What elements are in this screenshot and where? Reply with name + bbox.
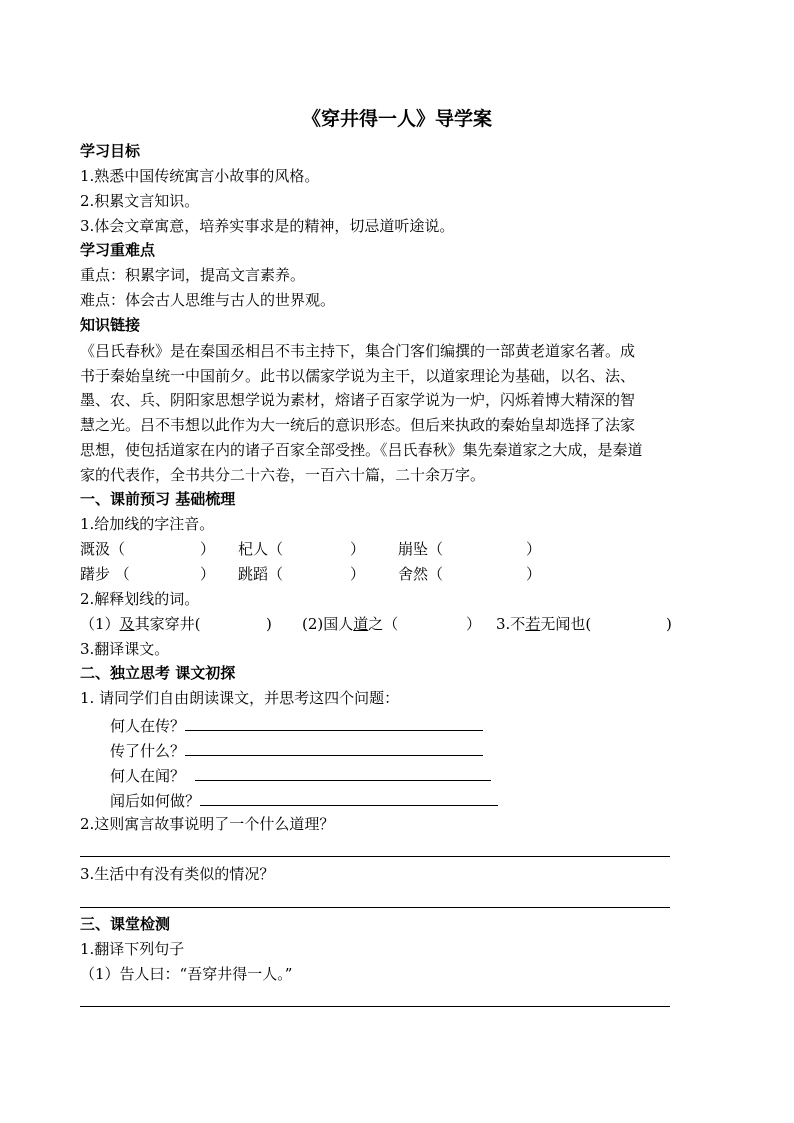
word-prefix: （1） <box>80 615 120 633</box>
section3-question-1: 1.翻译下列句子 <box>80 940 185 958</box>
guide-question <box>110 765 491 786</box>
paragraph-line: 《吕氏春秋》是在秦国丞相吕不韦主持下，集合门客们编撰的一部黄老道家名著。成 <box>80 342 636 360</box>
guide-question-label: 传了什么？ <box>110 742 186 760</box>
word-item-2 <box>302 614 398 634</box>
objectives-heading: 学习目标 <box>80 142 141 160</box>
underlined-word: 道 <box>353 615 369 633</box>
underlined-word: 及 <box>119 615 135 633</box>
section1-question-1: 1.给加线的字注音。 <box>80 515 215 533</box>
pinyin-word: 跳蹈（ <box>238 565 284 583</box>
word-suffix: 其家穿井( <box>134 615 201 633</box>
answer-line[interactable] <box>80 907 670 908</box>
paragraph-line: 家的代表作，全书共分二十六卷，一百六十篇，二十余万字。 <box>80 465 486 484</box>
pinyin-blank-close: ） <box>200 565 216 583</box>
word-suffix: 之（ <box>368 615 399 633</box>
answer-line[interactable] <box>185 740 483 756</box>
pinyin-word: 杞人（ <box>238 540 284 558</box>
difficulty-heading: 学习重难点 <box>80 241 156 259</box>
guide-question <box>110 715 483 736</box>
section1-question-3: 3.翻译课文。 <box>80 640 170 658</box>
word-blank-close: ) <box>666 615 672 633</box>
pinyin-word: 溉汲（ <box>80 540 126 558</box>
pinyin-blank-close: ） <box>526 565 542 583</box>
pinyin-word: 躇步 （ <box>80 565 130 583</box>
paragraph-line: 慧之光。吕不韦想以此作为大一统后的意识形态。但后来执政的秦始皇却选择了法家 <box>80 416 636 435</box>
knowledge-heading: 知识链接 <box>80 316 141 334</box>
pinyin-word: 舍然（ <box>398 565 444 583</box>
pinyin-blank-close: ） <box>526 540 542 558</box>
guide-question <box>110 740 483 761</box>
objective-item: 1.熟悉中国传统寓言小故事的风格。 <box>80 167 320 185</box>
section3-heading: 三、课堂检测 <box>80 915 171 933</box>
word-blank-close: ） <box>466 615 482 633</box>
answer-line[interactable] <box>185 715 483 731</box>
pinyin-word: 崩坠（ <box>398 540 444 558</box>
pinyin-blank-close: ） <box>350 565 366 583</box>
section1-heading: 一、课前预习 基础梳理 <box>80 490 236 508</box>
pinyin-blank-close: ） <box>200 540 216 558</box>
objective-item: 3.体会文章寓意，培养实事求是的精神，切忌道听途说。 <box>80 217 455 235</box>
translation-sentence-1: （1）告人曰：“吾穿井得一人。” <box>80 965 293 983</box>
answer-line[interactable] <box>80 1006 670 1007</box>
word-prefix: 3.不 <box>496 615 526 633</box>
page-title: 《穿井得一人》导学案 <box>301 108 492 130</box>
knowledge-paragraph <box>80 339 678 487</box>
guide-question <box>110 790 498 811</box>
section2-question-3: 3.生活中有没有类似的情况？ <box>80 865 275 883</box>
difficult-point: 难点：体会古人思维与古人的世界观。 <box>80 291 336 309</box>
section2-question-2: 2.这则寓言故事说明了一个什么道理？ <box>80 815 335 833</box>
focus-point: 重点：积累字词，提高文言素养。 <box>80 266 306 284</box>
word-item-1 <box>80 614 200 634</box>
paragraph-line: 书于秦始皇统一中国前夕。此书以儒家学说为主干，以道家理论为基础，以名、法、 <box>80 366 636 385</box>
word-item-3 <box>496 614 591 634</box>
objective-item: 2.积累文言知识。 <box>80 192 200 210</box>
guide-question-label: 闻后如何做？ <box>110 792 201 810</box>
section2-question-1: 1. 请同学们自由朗读课文，并思考这四个问题： <box>80 689 400 707</box>
word-suffix: 无闻也( <box>540 615 592 633</box>
pinyin-blank-close: ） <box>350 540 366 558</box>
section2-heading: 二、独立思考 课文初探 <box>80 664 236 682</box>
paragraph-line: 墨、农、兵、阴阳家思想学说为素材，熔诸子百家学说为一炉，闪烁着博大精深的智 <box>80 391 636 410</box>
word-blank-close: ) <box>266 615 272 633</box>
underlined-word: 若 <box>525 615 541 633</box>
answer-line[interactable] <box>195 765 491 781</box>
word-prefix: (2)国人 <box>302 615 354 633</box>
paragraph-line: 思想，使包括道家在内的诸子百家全部受挫。《吕氏春秋》集先秦道家之大成，是秦道 <box>80 440 643 459</box>
guide-question-label: 何人在传？ <box>110 717 186 735</box>
answer-line[interactable] <box>80 856 670 857</box>
answer-line[interactable] <box>200 790 498 806</box>
section1-question-2: 2.解释划线的词。 <box>80 590 200 608</box>
guide-question-label: 何人在闻？ <box>110 767 186 785</box>
